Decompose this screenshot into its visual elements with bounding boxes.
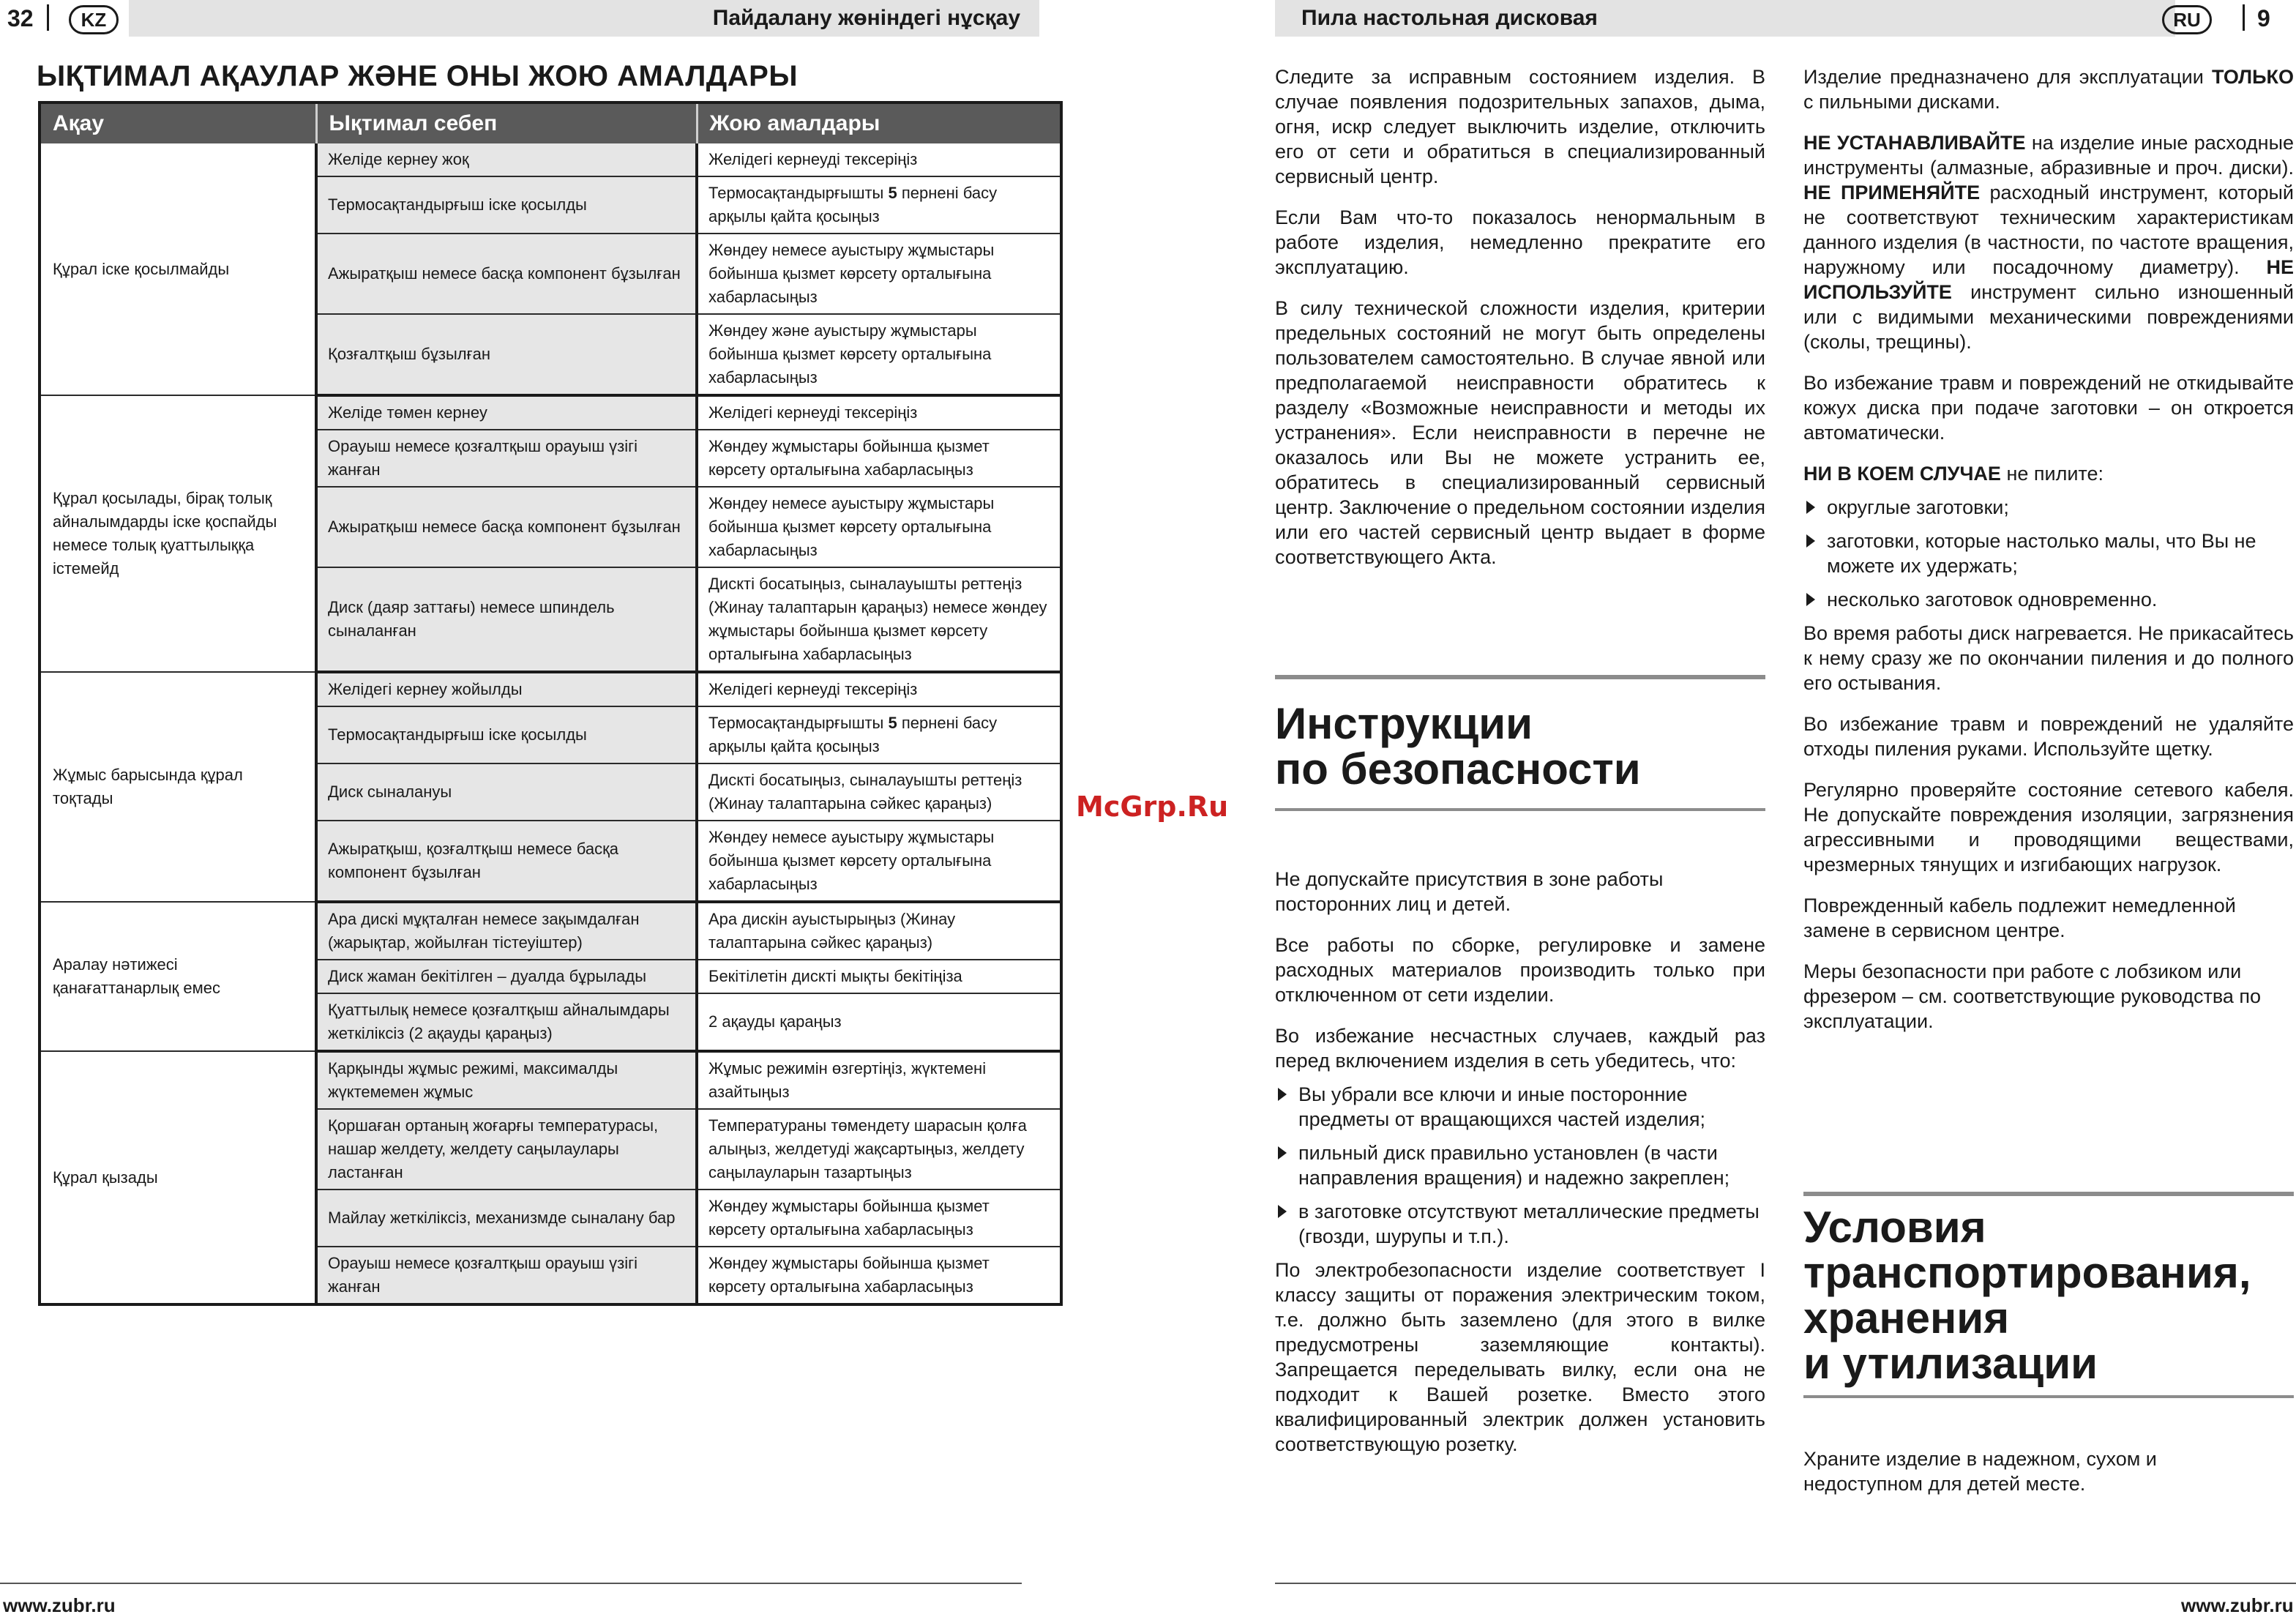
section-rule-top-2 (1803, 1192, 2294, 1196)
fix-cell: 2 ақауды қараңыз (697, 993, 1061, 1051)
troubleshooting-table (38, 101, 1063, 1306)
fix-cell: Жөндеу жұмыстары бойынша қызмет көрсету орталығына хабарласыңыз (697, 1190, 1061, 1247)
list-item: пильный диск правильно установлен (в части направления вращения) и надежно закреплен; (1275, 1140, 1765, 1190)
ru-column-1-bottom (1275, 867, 1765, 1473)
lang-badge-ru: RU (2162, 5, 2212, 34)
checklist (1275, 1082, 1765, 1249)
problem-cell: Жұмыс барысында құрал тоқтады (40, 672, 316, 902)
text-run: пернені басу арқылы қайта қосыңыз (708, 714, 998, 755)
footer-rule-right (1275, 1583, 2296, 1584)
cause-cell: Майлау жеткіліксіз, механизмде сыналану бар (316, 1190, 697, 1247)
fix-cell: Желідегі кернеуді тексеріңіз (697, 143, 1061, 176)
section-rule-top (1275, 675, 1765, 679)
cause-cell: Диск (даяр заттағы) немесе шпиндель сыналанған (316, 567, 697, 672)
cause-cell: Желіде кернеу жоқ (316, 143, 697, 176)
table-row (40, 1051, 1061, 1109)
paragraph: Во избежание травм и повреждений не откидывайте кожух диска при подаче заготовки – он откроется автоматически. (1803, 372, 2294, 444)
cause-cell: Ажыратқыш немесе басқа компонент бұзылған (316, 234, 697, 314)
text-run: пернені басу арқылы қайта қосыңыз (708, 184, 998, 225)
fix-cell: Жөндеу немесе ауыстыру жұмыстары бойынша қызмет көрсету орталығына хабарласыңыз (697, 234, 1061, 314)
section-title-line: и утилизации (1803, 1339, 2098, 1388)
list-item: в заготовке отсутствуют металлические предметы (гвозди, шурупы и т.п.). (1275, 1199, 1765, 1249)
paragraph: Следите за исправным состоянием изделия. В случае появления подозрительных запахов, дыма, огня, искр следует выключить изделие, отключить его от сети и обратиться в специализированный сервисный центр. (1275, 66, 1765, 187)
key-number: 5 (888, 184, 897, 202)
fix-cell: Желідегі кернеуді тексеріңіз (697, 672, 1061, 706)
ru-column-2-top (1803, 64, 2294, 1050)
fix-cell: Жөндеу жұмыстары бойынша қызмет көрсету орталығына хабарласыңыз (697, 430, 1061, 487)
fix-cell: Жөндеу немесе ауыстыру жұмыстары бойынша қызмет көрсету орталығына хабарласыңыз (697, 821, 1061, 902)
paragraph: Меры безопасности при работе с лобзиком или фрезером – см. соответствующие руководства по эксплуатации. (1803, 960, 2262, 1032)
section-title-line: хранения (1803, 1293, 2010, 1342)
list-item: округлые заготовки; (1803, 495, 2294, 520)
emphasis: ТОЛЬКО (2212, 66, 2294, 88)
key-number: 5 (888, 714, 897, 732)
fix-cell (697, 706, 1061, 763)
text-run: Термосақтандырғышты (708, 184, 889, 202)
emphasis: НЕ ИСПОЛЬЗУЙТЕ (1803, 256, 2294, 303)
ru-column-2-bottom (1803, 1446, 2243, 1512)
section-title-line: по безопасности (1275, 744, 1641, 793)
cause-cell: Диск сыналануы (316, 763, 697, 821)
fix-cell (697, 176, 1061, 234)
fix-cell: Жұмыс режимін өзгертіңіз, жүктемені азайтыңыз (697, 1051, 1061, 1109)
text-run: не пилите: (2000, 463, 2104, 485)
column-header-problem: Ақау (40, 102, 316, 143)
cause-cell: Ажыратқыш немесе басқа компонент бұзылған (316, 487, 697, 567)
text-run: с пильными дисками. (1803, 91, 2000, 113)
table-row (40, 395, 1061, 430)
emphasis: НЕ ПРИМЕНЯЙТЕ (1803, 182, 1981, 203)
cause-cell: Қуаттылық немесе қозғалтқыш айналымдары жеткіліксіз (2 ақауды қараңыз) (316, 993, 697, 1051)
cause-cell: Желідегі кернеу жойылды (316, 672, 697, 706)
section-title-safety (1275, 701, 1641, 792)
fix-cell: Бекітілетін дискті мықты бекітіңіза (697, 960, 1061, 993)
list-item: несколько заготовок одновременно. (1803, 587, 2294, 612)
fix-cell: Температураны төмендету шарасын қолға алыңыз, желдетуді жақсартыңыз, желдету саңылауларын тазартыңыз (697, 1109, 1061, 1190)
fix-cell: Ара дискін ауыстырыңыз (Жинау талаптарына сәйкес қараңыз) (697, 902, 1061, 960)
text-run: инструмент сильно изношенный или с видимыми механическими повреждениями (сколы, трещины). (1803, 281, 2294, 353)
cause-cell: Қарқынды жұмыс режимі, максималды жүктемемен жұмыс (316, 1051, 697, 1109)
header-separator-right (2243, 4, 2245, 31)
column-header-fix: Жою амалдары (697, 102, 1061, 143)
list-item: Вы убрали все ключи и иные посторонние предметы от вращающихся частей изделия; (1275, 1082, 1765, 1132)
footer-rule-left (0, 1583, 1022, 1584)
text-run: Термосақтандырғышты (708, 714, 889, 732)
table-header-row (40, 102, 1061, 143)
cause-cell: Желіде төмен кернеу (316, 395, 697, 430)
cause-cell: Орауыш немесе қозғалтқыш орауыш үзігі жанған (316, 430, 697, 487)
table-row (40, 672, 1061, 706)
text-run: расходный инструмент, который не соответствуют техническим характеристикам данного изделия (в частности, по частоте вращения, наружному или посадочному диаметру). (1803, 182, 2294, 278)
page-number-left: 32 (7, 5, 34, 31)
cause-cell: Қозғалтқыш бұзылған (316, 314, 697, 395)
cause-cell: Термосақтандырғыш іске қосылды (316, 706, 697, 763)
header-title-left: Пайдалану жөніндегі нұсқау (129, 0, 1039, 37)
fix-cell: Желідегі кернеуді тексеріңіз (697, 395, 1061, 430)
paragraph: Поврежденный кабель подлежит немедленной замене в сервисном центре. (1803, 895, 2236, 941)
column-header-cause: Ықтимал себеп (316, 102, 697, 143)
cause-cell: Қоршаған ортаның жоғарғы температурасы, нашар желдету, желдету саңылаулары ластанған (316, 1109, 697, 1190)
section-title-line: транспортирования, (1803, 1248, 2251, 1297)
fix-cell: Жөндеу және ауыстыру жұмыстары бойынша қызмет көрсету орталығына хабарласыңыз (697, 314, 1061, 395)
table-row (40, 143, 1061, 176)
section-title-line: Инструкции (1275, 699, 1533, 748)
text-run: на изделие иные расходные инструменты (алмазные, абразивные и проч. диски). (1803, 132, 2295, 179)
checklist (1803, 495, 2294, 612)
section-title-line: Условия (1803, 1203, 1986, 1252)
fix-cell: Жөндеу жұмыстары бойынша қызмет көрсету орталығына хабарласыңыз (697, 1247, 1061, 1304)
paragraph: Во избежание несчастных случаев, каждый раз перед включением изделия в сеть убедитесь, что: (1275, 1025, 1765, 1072)
ru-column-1-top (1275, 64, 1765, 586)
cause-cell: Ара дискі мұқталған немесе зақымдалған (жарықтар, жойылған тістеуіштер) (316, 902, 697, 960)
cause-cell: Термосақтандырғыш іске қосылды (316, 176, 697, 234)
cause-cell: Орауыш немесе қозғалтқыш орауыш үзігі жанған (316, 1247, 697, 1304)
section-title-transport (1803, 1205, 2251, 1386)
text-run: Изделие предназначено для эксплуатации (1803, 66, 2213, 88)
paragraph: Храните изделие в надежном, сухом и недоступном для детей месте. (1803, 1448, 2157, 1495)
problem-cell: Құрал іске қосылмайды (40, 143, 316, 395)
problem-cell: Аралау нәтижесі қанағаттанарлық емес (40, 902, 316, 1051)
paragraph: Во время работы диск нагревается. Не прикасайтесь к нему сразу же по окончании пиления и до полного его остывания. (1803, 622, 2294, 694)
emphasis: НИ В КОЕМ СЛУЧАЕ (1803, 463, 2001, 485)
list-item: заготовки, которые настолько малы, что Вы не можете их удержать; (1803, 529, 2294, 578)
paragraph: Не допускайте присутствия в зоне работы посторонних лиц и детей. (1275, 868, 1664, 915)
paragraph: В силу технической сложности изделия, критерии предельных состояний не могут быть определены пользователем самостоятельно. В случае явной или предполагаемой неисправности обратитесь к разделу «Возможные неисправности и методы их устранения». Если неисправности в перечне не оказалось или Вы не можете устранить ее, обратитесь в специализированный сервисный центр. Заключение о предельном состоянии изделия или его частей сервисный центр выдает в форме соответствующего Акта. (1275, 297, 1765, 568)
problem-cell: Құрал қызады (40, 1051, 316, 1304)
section-title-troubleshooting: ЫҚТИМАЛ АҚАУЛАР ЖӘНЕ ОНЫ ЖОЮ АМАЛДАРЫ (37, 60, 799, 92)
footer-url-right[interactable]: www.zubr.ru (2181, 1594, 2294, 1616)
paragraph: Если Вам что-то показалось ненормальным в работе изделия, немедленно прекратите его эксплуатацию. (1275, 206, 1765, 278)
lang-badge-kz: KZ (69, 5, 119, 34)
section-rule-bottom (1275, 808, 1765, 811)
footer-url-left[interactable]: www.zubr.ru (3, 1594, 116, 1616)
cause-cell: Ажыратқыш, қозғалтқыш немесе басқа компонент бұзылған (316, 821, 697, 902)
paragraph: Регулярно проверяйте состояние сетевого кабеля. Не допускайте повреждения изоляции, загрязнения агрессивными и проводящими веществами, чрезмерных тянущих и изгибающих нагрузок. (1803, 779, 2294, 875)
paragraph (1803, 461, 2294, 486)
problem-cell: Құрал қосылады, бірақ толық айналымдарды іске қоспайды немесе толық қуаттылыққа істемейд (40, 395, 316, 672)
fix-cell: Дискті босатыңыз, сыналауышты реттеңіз (Жинау талаптарына сәйкес қараңыз) (697, 763, 1061, 821)
paragraph: По электробезопасности изделие соответствует I классу защиты от поражения электрическим током, т.е. должно быть заземлено (для этого в вилке предусмотрены заземляющие контакты). Запрещается переделывать вилку, если она не подходит к Вашей розетке. Вместо этого квалифицированный электрик должен установить соответствующую розетку. (1275, 1259, 1765, 1455)
paragraph (1803, 130, 2294, 354)
paragraph: Во избежание травм и повреждений не удаляйте отходы пиления руками. Используйте щетку. (1803, 713, 2294, 760)
header-separator-left (47, 4, 49, 31)
fix-cell: Дискті босатыңыз, сыналауышты реттеңіз (Жинау талаптарын қараңыз) немесе жөндеу жұмыстары бойынша қызмет көрсету орталығына хабарласыңыз (697, 567, 1061, 672)
header-title-right: Пила настольная дисковая (1275, 0, 2175, 37)
fix-cell: Жөндеу немесе ауыстыру жұмыстары бойынша қызмет көрсету орталығына хабарласыңыз (697, 487, 1061, 567)
emphasis: НЕ УСТАНАВЛИВАЙТЕ (1803, 132, 2026, 154)
watermark: McGrp.Ru (1076, 791, 1229, 823)
section-rule-bottom-2 (1803, 1395, 2294, 1398)
cause-cell: Диск жаман бекітілген – дуалда бұрылады (316, 960, 697, 993)
paragraph: Все работы по сборке, регулировке и замене расходных материалов производить только при отключенном от сети изделии. (1275, 934, 1765, 1006)
paragraph (1803, 64, 2294, 114)
page-number-right: 9 (2257, 5, 2270, 31)
table-row (40, 902, 1061, 960)
